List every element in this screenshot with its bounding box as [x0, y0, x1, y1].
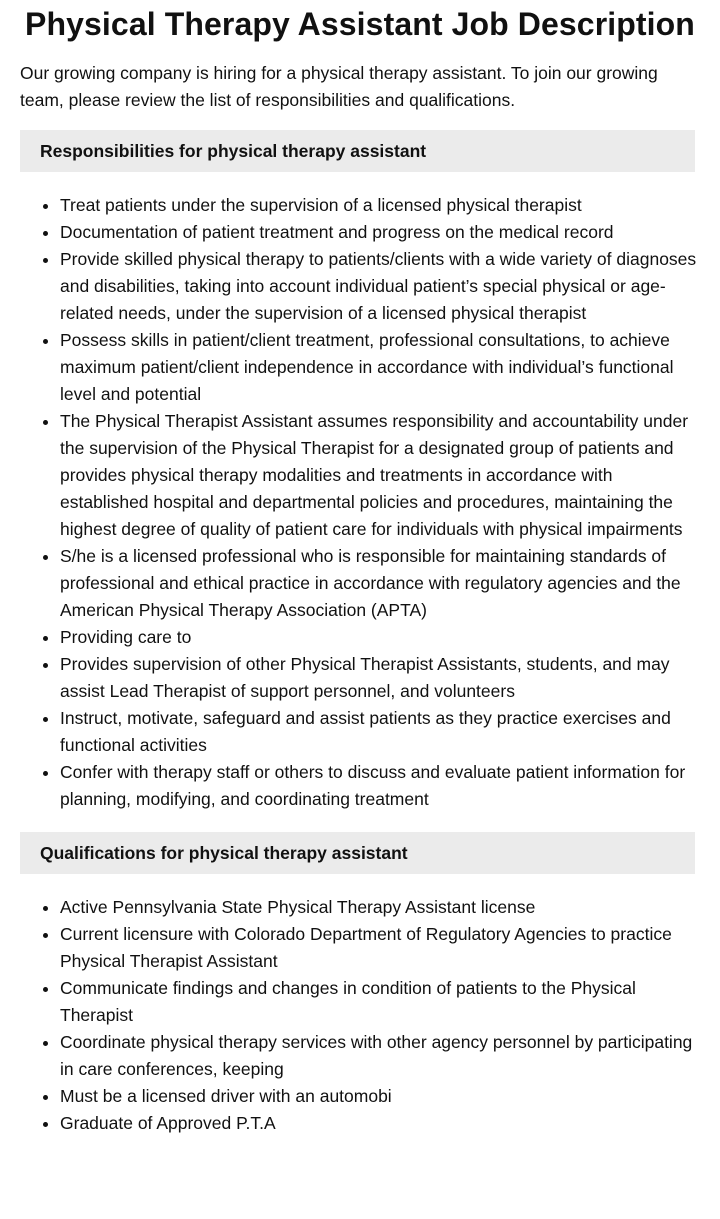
- list-item: • Treat patients under the supervision of a licensed physical therapist: [60, 192, 700, 219]
- list-item: • The Physical Therapist Assistant assumes responsibility and accountability under the supervision of the Physical Therapist for a designated group of patients and provides physical therapy modalities and treatments in accordance with established hospital and departmental policies and procedures, maintaining the highest degree of quality of patient care for individuals with physical impairments: [60, 408, 700, 543]
- list-item: • Provides supervision of other Physical Therapist Assistants, students, and may assist Lead Therapist of support personnel, and volunteers: [60, 651, 700, 705]
- list-item: • Communicate findings and changes in condition of patients to the Physical Therapist: [60, 975, 700, 1029]
- list-item: • Possess skills in patient/client treatment, professional consultations, to achieve maximum patient/client independence in accordance with individual’s functional level and potential: [60, 327, 700, 408]
- list-item: • Provide skilled physical therapy to patients/clients with a wide variety of diagnoses and disabilities, taking into account individual patient’s special physical or age-related needs, under the supervision of a licensed physical therapist: [60, 246, 700, 327]
- list-item: • Coordinate physical therapy services with other agency personnel by participating in care conferences, keeping: [60, 1029, 700, 1083]
- list-item: • Current licensure with Colorado Department of Regulatory Agencies to practice Physical Therapist Assistant: [60, 921, 700, 975]
- qualifications-list: [20, 894, 700, 1137]
- responsibilities-heading: Responsibilities for physical therapy assistant: [20, 130, 695, 172]
- list-item: • Documentation of patient treatment and progress on the medical record: [60, 219, 700, 246]
- intro-paragraph: Our growing company is hiring for a physical therapy assistant. To join our growing team, please review the list of responsibilities and qualifications.: [20, 63, 658, 110]
- list-item: • Graduate of Approved P.T.A: [60, 1110, 700, 1137]
- list-item: • Providing care to: [60, 624, 700, 651]
- list-item: • Must be a licensed driver with an automobi: [60, 1083, 700, 1110]
- list-item: • Active Pennsylvania State Physical Therapy Assistant license: [60, 894, 700, 921]
- list-item: • S/he is a licensed professional who is responsible for maintaining standards of professional and ethical practice in accordance with regulatory agencies and the American Physical Therapy Association (APTA): [60, 543, 700, 624]
- responsibilities-list: [20, 192, 700, 813]
- list-item: • Instruct, motivate, safeguard and assist patients as they practice exercises and functional activities: [60, 705, 700, 759]
- list-item: • Confer with therapy staff or others to discuss and evaluate patient information for planning, modifying, and coordinating treatment: [60, 759, 700, 813]
- qualifications-heading: Qualifications for physical therapy assistant: [20, 832, 695, 874]
- page-title: Physical Therapy Assistant Job Description: [25, 6, 695, 42]
